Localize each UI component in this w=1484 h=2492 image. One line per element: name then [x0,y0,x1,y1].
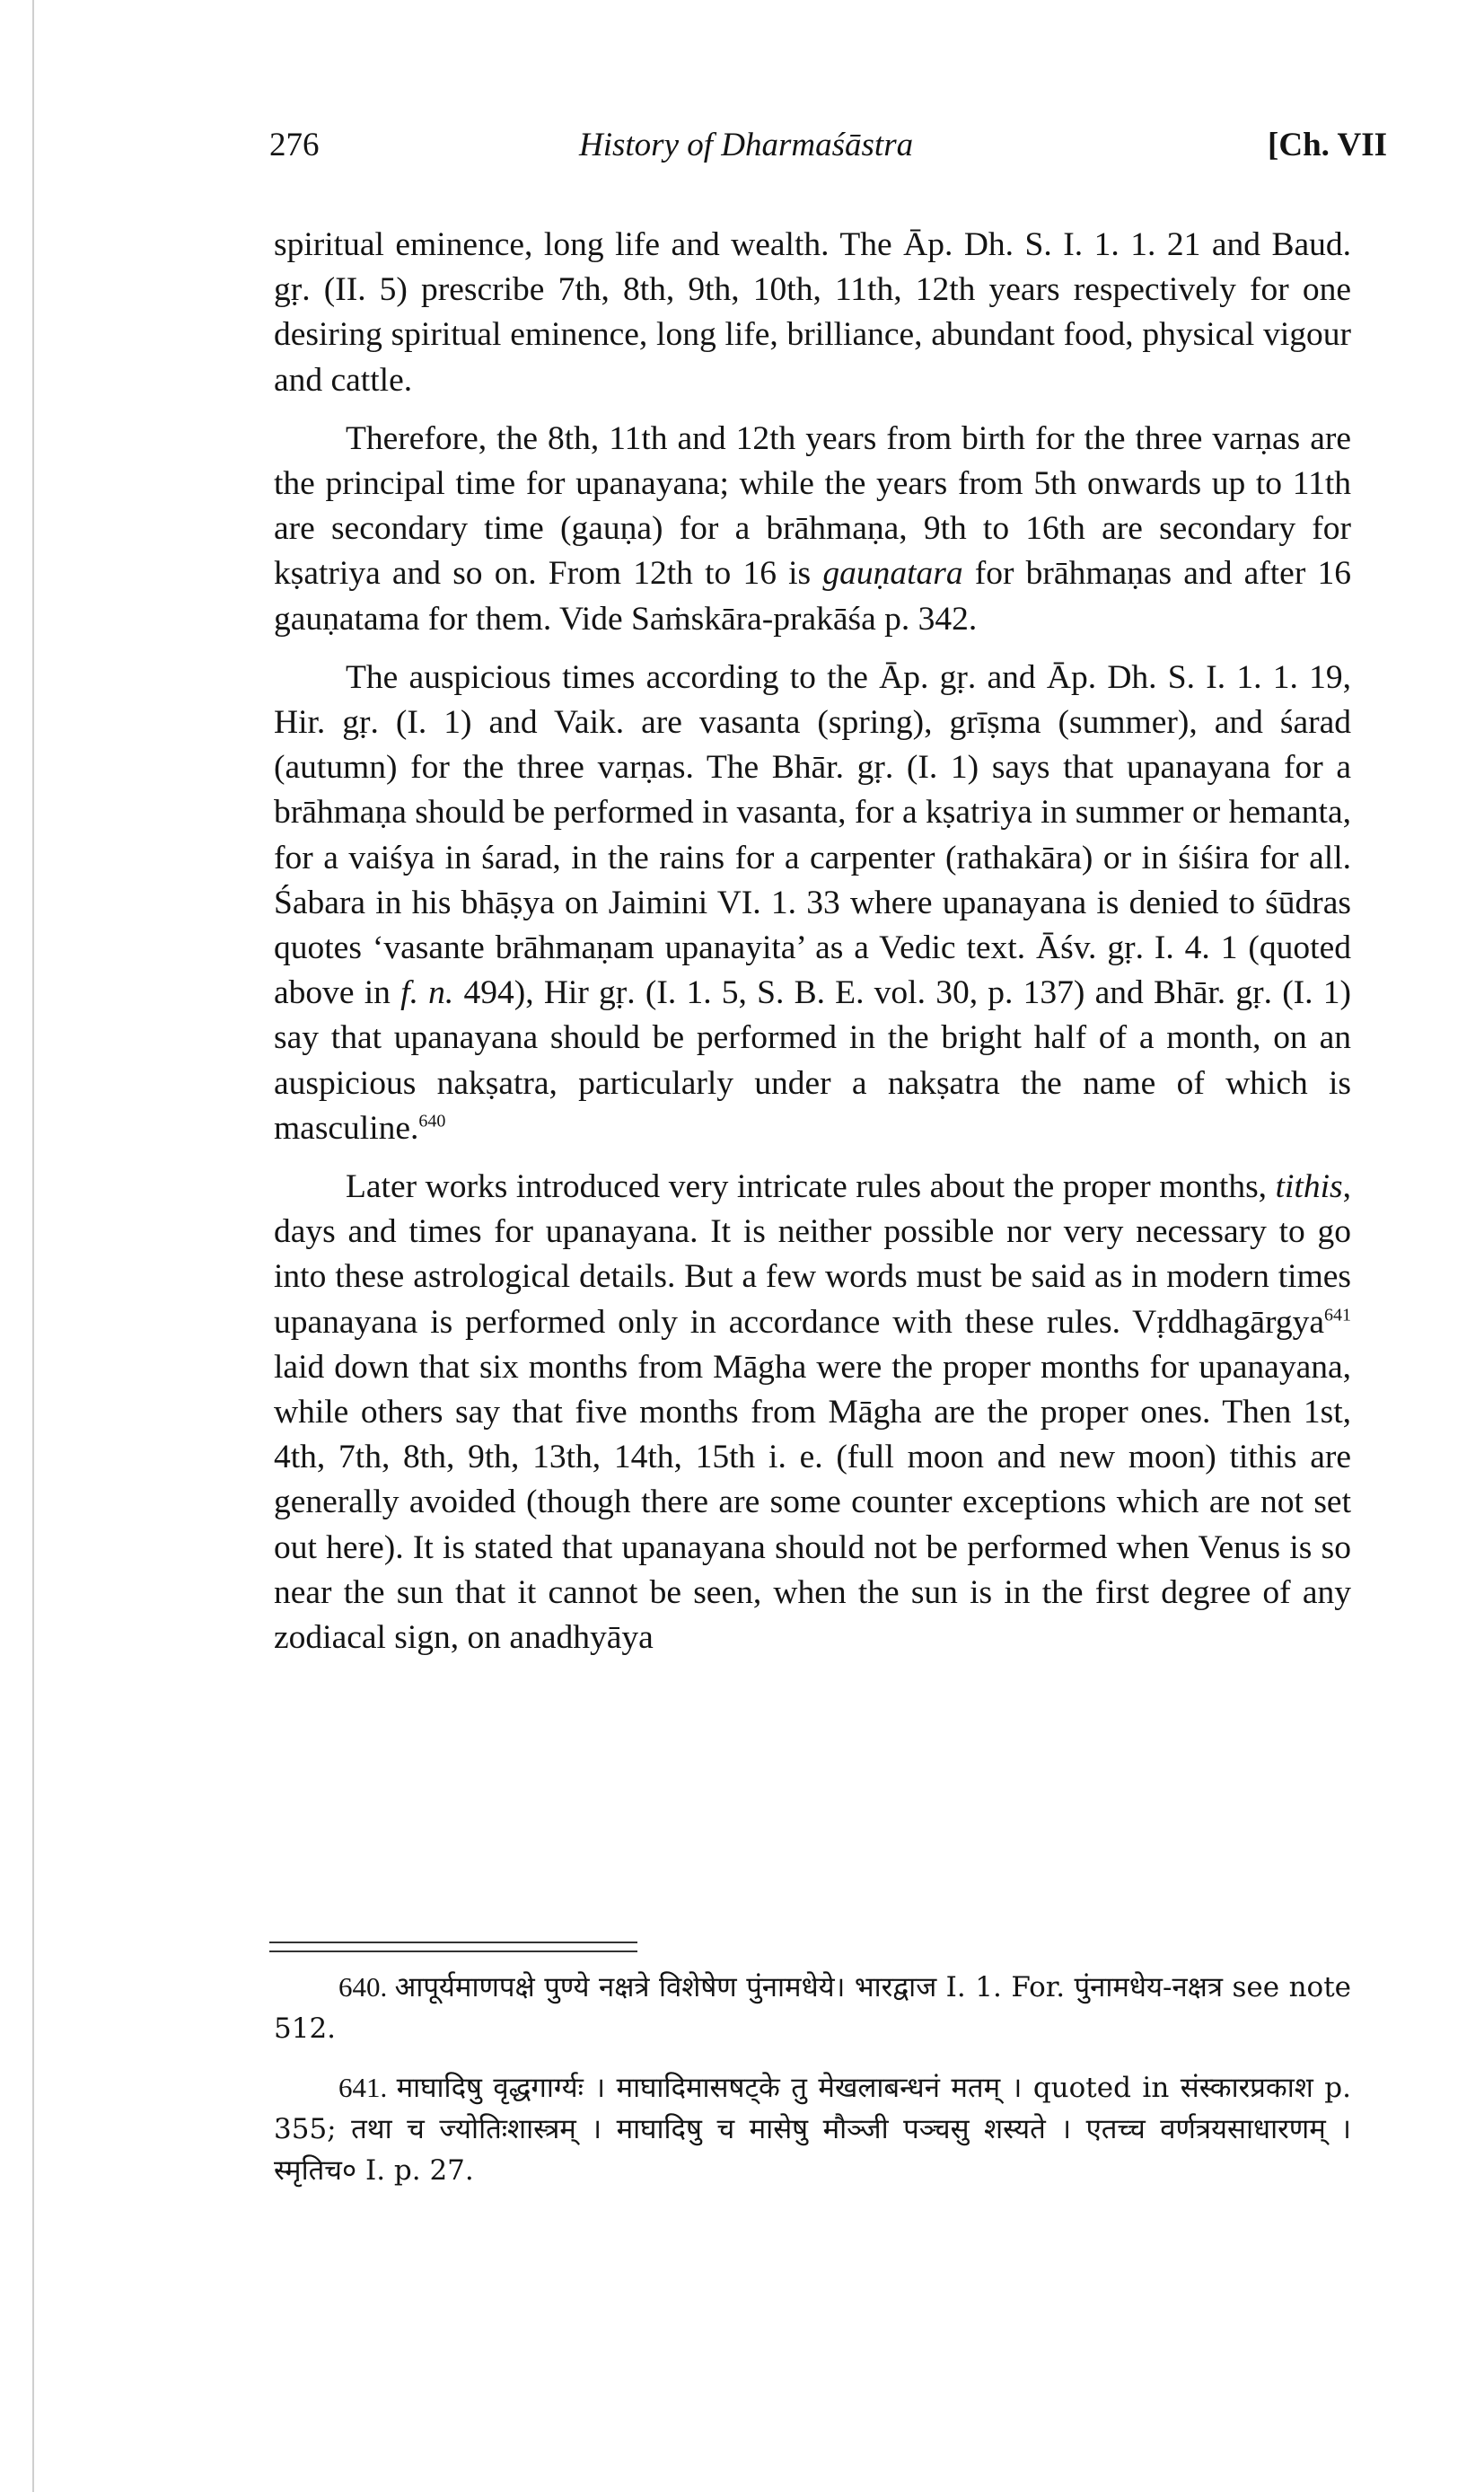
paragraph-3 [274,656,1351,1151]
footnote-divider-bottom [269,1950,637,1952]
footnote-ref-641[interactable]: 641 [1324,1305,1351,1325]
paragraph-1-text: spiritual eminence, long life and wealth. The Āp. Dh. S. I. 1. 1. 21 and Baud. gṛ. (II. 5) prescribe 7th, 8th, 9th, 10th, 11th, 12th years respectively for one desiring spiritual eminence, long life, brilliance, abundant food, physical vigour and cattle. [274,226,1351,399]
footnote-641-text: माघादिषु वृद्धगार्ग्यः । माघादिमासषट्के तु मेखलाबन्धनं मतम् । quoted in संस्कारप्रकाश p. 355; तथा च ज्योतिःशास्त्रम् । माघादिषु च मासेषु मौञ्जी पञ्चसु शस्यते । एतच्च वर्णत्रयसाधारणम् । स्मृतिच० I. p. 27. [274,2072,1352,2187]
paragraph-4-text-after: , days and times for upanayana. It is neither possible nor very necessary to go into these astrological details. But a few words must be said as in modern times upanayana is performed only in accordance with these rules. Vṛddhagārgya [274,1168,1351,1341]
page-binding-edge [32,0,34,2492]
paragraph-4-text: Later works introduced very intricate rules about the proper months, [346,1168,1276,1206]
running-title: History of Dharmaśāstra [579,127,914,163]
footnote-640 [274,1967,1351,2049]
paragraph-2-text-after: for brāhmaṇas and after 16 gauṇatama for them. Vide Saṁskāra-prakāśa p. 342. [274,555,1351,638]
paragraph-1 [274,223,1351,403]
footnote-640-number: 640. [338,1971,388,2003]
paragraph-4-italic-term: tithis [1275,1168,1343,1206]
paragraph-2-text: Therefore, the 8th, 11th and 12th years from birth for the three varṇas are the principal time for upanayana; while the years from 5th onwards up to 11th are secondary time (gauṇa) for a brāhmaṇa, 9th to 16th are secondary for kṣatriya and so on. From 12th to 16 is [274,419,1351,593]
footnotes [274,1967,1351,2191]
footnote-641-number: 641. [338,2072,388,2103]
footnote-640-text: आपूर्यमाणपक्षे पुण्ये नक्षत्रे विशेषेण पुंनामधेये। भारद्वाज I. 1. For. पुंनामधेय-नक्षत्र see note 512. [274,1971,1351,2045]
page-number: 276 [269,127,320,163]
paragraph-3-text-after: 494), Hir gṛ. (I. 1. 5, S. B. E. vol. 30, p. 137) and Bhār. gṛ. (I. 1) say that upanayana should be performed in the bright half of a month, on an auspicious nakṣatra, particularly under a nakṣatra the name of which is masculine. [274,974,1351,1147]
paragraph-3-italic-term: f. n. [400,974,454,1012]
footnote-divider-top [269,1942,637,1943]
footnote-641 [274,2067,1351,2191]
paragraph-4 [274,1165,1351,1660]
running-header [269,126,1387,180]
paragraph-2-italic-term: gauṇatara [822,555,963,593]
paragraph-3-text: The auspicious times according to the Āp. gṛ. and Āp. Dh. S. I. 1. 1. 19, Hir. gṛ. (I. 1) and Vaik. are vasanta (spring), grīṣma (summer), and śarad (autumn) for the three varṇas. The Bhār. gṛ. (I. 1) says that upanayana for a brāhmaṇa should be performed in vasanta, for a kṣatriya in summer or hemanta, for a vaiśya in śarad, in the rains for a carpenter (rathakāra) or in śiśira for all. Śabara in his bhāṣya on Jaimini VI. 1. 33 where upanayana is denied to śūdras quotes ‘vasante brāhmaṇam upanayita’ as a Vedic text. Āśv. gṛ. I. 4. 1 (quoted above in [274,658,1351,1012]
paragraph-4-text-tail: laid down that six months from Māgha were the proper months for upanayana, while others say that five months from Māgha are the proper ones. Then 1st, 4th, 7th, 8th, 9th, 13th, 14th, 15th i. e. (full moon and new moon) tithis are generally avoided (though there are some counter exceptions which are not set out here). It is stated that upanayana should not be performed when Venus is so near the sun that it cannot be seen, when the sun is in the first degree of any zodiacal sign, on anadhyāya [274,1348,1351,1657]
footnote-ref-640[interactable]: 640 [418,1111,446,1132]
paragraph-2 [274,417,1351,642]
body-text [274,223,1351,1660]
chapter-marker: [Ch. VII [1268,127,1387,163]
